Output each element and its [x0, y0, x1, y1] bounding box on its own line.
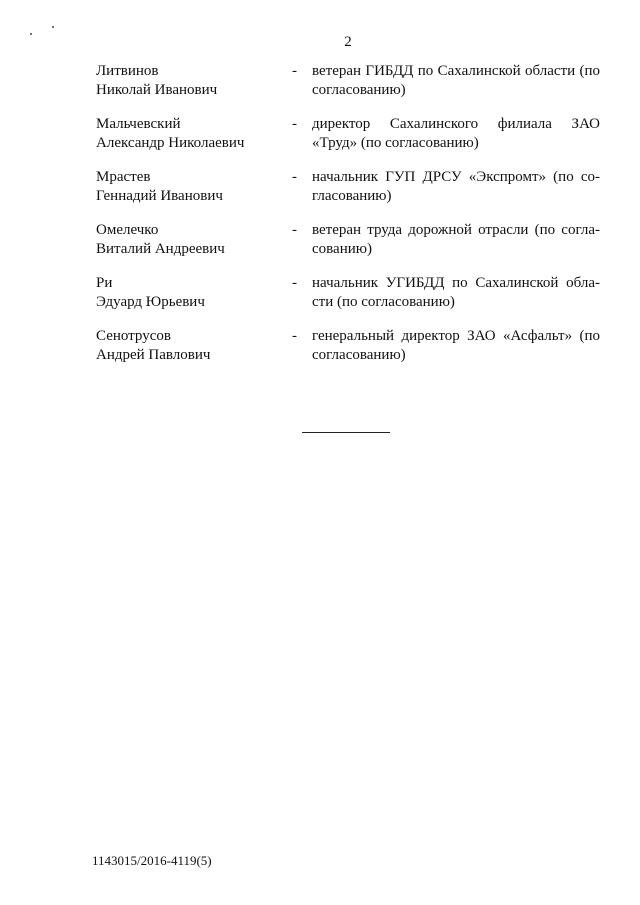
member-row: [96, 115, 600, 168]
document-registration-code: 1143015/2016-4119(5): [92, 853, 212, 868]
member-row: [96, 274, 600, 327]
page-number: 2: [344, 34, 352, 50]
member-given-names: Александр Николаевич: [96, 135, 245, 151]
member-surname: Литвинов: [96, 63, 159, 79]
member-dash: -: [292, 63, 297, 79]
member-given-names: Виталий Андреевич: [96, 241, 225, 257]
member-dash: -: [292, 116, 297, 132]
member-role: генеральный директор ЗАО «Асфальт» (по согласованию): [312, 328, 600, 363]
member-role: ветеран труда дорожной отрасли (по согласованию): [312, 222, 600, 257]
scan-speck: [52, 26, 54, 28]
member-role: начальник ГУП ДРСУ «Экспромт» (по согласованию): [312, 169, 600, 204]
member-surname: Омелечко: [96, 222, 159, 238]
member-row: [96, 168, 600, 221]
member-surname: Мальчевский: [96, 116, 181, 132]
member-row: [96, 221, 600, 274]
member-role: начальник УГИБДД по Сахалинской области (по согласованию): [312, 275, 600, 310]
end-of-list-separator: [302, 432, 390, 433]
member-dash: -: [292, 275, 297, 291]
member-role: директор Сахалинского филиала ЗАО «Труд» (по согласованию): [312, 116, 600, 151]
member-given-names: Геннадий Иванович: [96, 188, 223, 204]
member-dash: -: [292, 169, 297, 185]
member-given-names: Андрей Павлович: [96, 347, 211, 363]
member-row: [96, 327, 600, 380]
member-surname: Мрастев: [96, 169, 151, 185]
member-given-names: Николай Иванович: [96, 82, 218, 98]
member-dash: -: [292, 222, 297, 238]
member-given-names: Эдуард Юрьевич: [96, 294, 205, 310]
member-dash: -: [292, 328, 297, 344]
member-surname: Сенотрусов: [96, 328, 171, 344]
member-role: ветеран ГИБДД по Сахалинской области (по согласованию): [312, 63, 600, 98]
member-surname: Ри: [96, 275, 113, 291]
commission-member-list: [96, 62, 600, 380]
member-row: [96, 62, 600, 115]
